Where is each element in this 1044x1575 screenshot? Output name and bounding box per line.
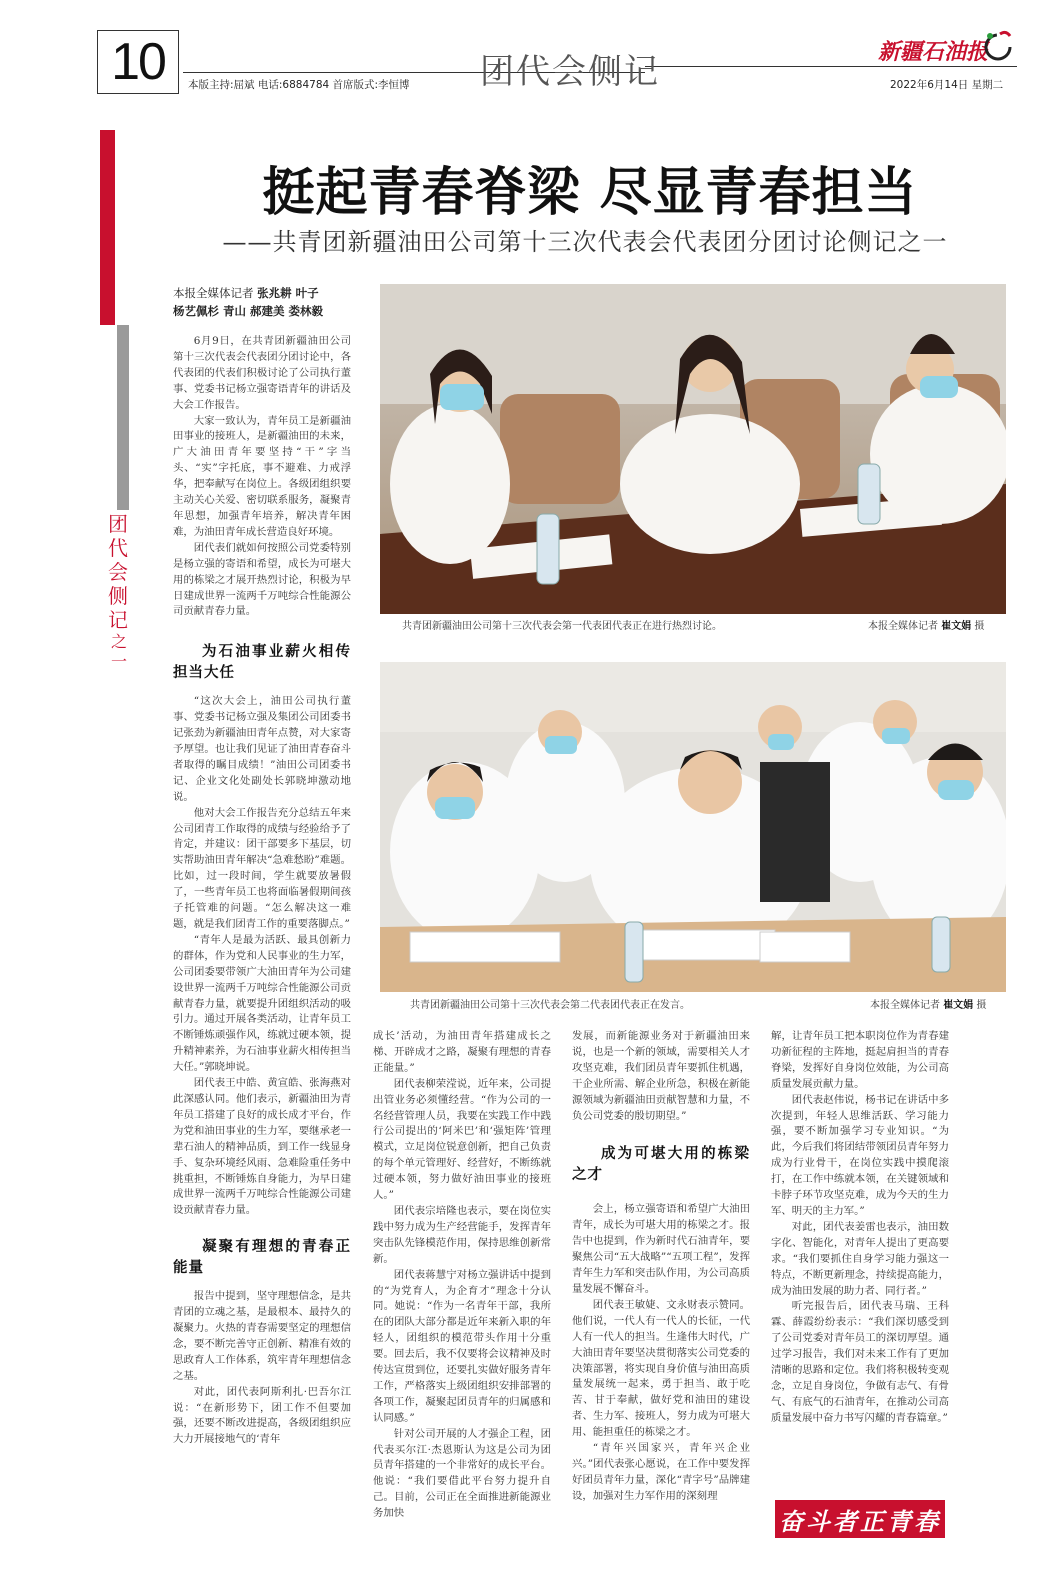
paragraph: 团代表王中皓、黄宣皓、张海燕对此深感认同。他们表示，新疆油田为青年员工搭建了良好的成长成才平台，作为党和油田事业的生力军，要继承老一辈石油人的精神品质，到工作一线显身手、复杂环境经风雨、急难险重任务中挑重担，不断锤炼自身能力，为早日建成世界一流两千万吨综合性能源公司建设贡献青春力量。 bbox=[173, 1077, 351, 1217]
paragraph: 大家一致认为，青年员工是新疆油田事业的接班人，是新疆油田的未来，广大油田青年要坚持“干”字当头、“实”字托底，事不避难、力戒浮华，把奉献写在岗位上。各级团组织要主动关心关爱、密切联系服务，凝聚青年思想，加强青年培养，解决青年困难，为油田青年成长营造良好环境。 bbox=[173, 414, 351, 538]
header-info: 本版主持:屈斌 电话:6884784 首席版式:李恒博 bbox=[188, 79, 410, 91]
byline-names-1: 张兆耕 叶子 bbox=[257, 286, 319, 300]
photo-1 bbox=[380, 284, 1006, 614]
article-column-1 bbox=[173, 334, 351, 1448]
byline bbox=[173, 284, 358, 320]
logo-icon bbox=[980, 28, 1016, 64]
credit-prefix: 本报全媒体记者 bbox=[870, 1000, 940, 1011]
paragraph: 成长’活动，为油田青年搭建成长之梯、开辟成才之路，凝聚有理想的青春正能量。” bbox=[373, 1030, 551, 1074]
issue-date: 2022年6月14日 星期二 bbox=[890, 79, 1004, 91]
photo-1-caption: 共青团新疆油田公司第十三次代表会第一代表团代表正在进行热烈讨论。 bbox=[402, 621, 722, 632]
paragraph: 团代表王敏婕、文永财表示赞同。他们说，一代人有一代人的长征，一代人有一代人的担当。生逢伟大时代，广大油田青年要坚决贯彻落实公司党委的决策部署，将实现自身价值与油田高质量发展统一起来，勇于担当、敢于吃苦、甘于奉献，做好党和油田的建设者、生力军、接班人，努力成为可堪大用、能担重任的栋梁之才。 bbox=[572, 1298, 750, 1439]
paragraph: 对此，团代表姜雷也表示，油田数字化、智能化，对青年人提出了更高要求。“我们要抓住自身学习能力强这一特点，不断更新理念，持续提高能力，成为油田发展的助力者、同行者。” bbox=[771, 1220, 949, 1297]
page-number-box bbox=[97, 30, 179, 94]
section-heading: 成为可堪大用的栋梁之才 bbox=[572, 1146, 750, 1184]
paragraph: “这次大会上，油田公司执行董事、党委书记杨立强及集团公司团委书记张劲为新疆油田青年点赞，对大家寄予厚望。也让我们见证了油田青春奋斗者取得的瞩目成绩！”油田公司团委书记、企业文化处副处长郭晓坤激动地说。 bbox=[173, 695, 351, 803]
paragraph: 6月9日，在共青团新疆油田公司第十三次代表会代表团分团讨论中，各代表团的代表们积极讨论了公司执行董事、党委书记杨立强寄语青年的讲话及大会工作报告。 bbox=[173, 335, 351, 411]
credit-name: 崔文娟 bbox=[941, 621, 972, 632]
paragraph: 会上，杨立强寄语和希望广大油田青年，成长为可堪大用的栋梁之才。报告中也提到，作为新时代石油青年，要聚焦公司“五大战略”“五项工程”，发挥青年生力军和突击队作用，为公司高质量发展不懈奋斗。 bbox=[572, 1203, 750, 1295]
sidebar-sub bbox=[108, 632, 130, 672]
byline-prefix: 本报全媒体记者 bbox=[173, 286, 254, 300]
sidebar-sub-text: 之一 bbox=[110, 632, 127, 671]
sub-title: ——共青团新疆油田公司第十三次代表会代表团分团讨论侧记之一 bbox=[222, 228, 948, 256]
credit-prefix: 本报全媒体记者 bbox=[868, 621, 938, 632]
paragraph: 团代表们就如何按照公司党委特别是杨立强的寄语和希望，成长为可堪大用的栋梁之才展开热烈讨论，积极为早日建成世界一流两千万吨综合性能源公司贡献青春力量。 bbox=[173, 541, 351, 618]
paragraph: 团代表宗培隆也表示，要在岗位实践中努力成为生产经营能手，发挥青年突击队先锋模范作用，保持思维创新常新。 bbox=[373, 1204, 551, 1265]
paragraph: “青年人是最为活跃、最具创新力的群体，作为党和人民事业的生力军，公司团委要带领广大油田青年为公司建设世界一流两千万吨综合性能源公司贡献青春力量，就要提升团组织活动的吸引力。通过开展各类活动，让青年员工不断锤炼顽强作风，练就过硬本领，提升精神素养，为石油事业薪火相传担当大任。”郭晓坤说。 bbox=[173, 933, 351, 1074]
photo-2 bbox=[380, 662, 1006, 992]
paragraph: “青年兴国家兴，青年兴企业兴。”团代表张心愿说，在工作中要发挥好团员青年力量，深化“青字号”品牌建设，加强对生力军作用的深刻理 bbox=[572, 1442, 750, 1502]
gray-bar bbox=[117, 325, 129, 510]
article-column-3 bbox=[572, 1029, 750, 1505]
page-number: 10 bbox=[111, 33, 165, 91]
sidebar-label-text: 团代会侧记 bbox=[108, 512, 128, 632]
paragraph: 团代表蒋慧宁对杨立强讲话中提到的“为党育人，为企育才”理念十分认同。她说：“作为一名青年干部，我所在的团队大部分都是近年来新入职的年轻人，团组织的模范带头作用十分重要。回去后，我不仅要将会议精神及时传达宣贯到位，还要扎实做好服务青年工作，严格落实上级团组织安排部署的各项工作，凝聚起团员青年的归属感和认同感。” bbox=[373, 1268, 551, 1424]
slogan-badge: 奋斗者正青春 bbox=[775, 1500, 945, 1538]
paragraph: 解，让青年员工把本职岗位作为青春建功新征程的主阵地，挺起肩担当的青春脊梁，发挥好自身岗位效能，为公司高质量发展贡献力量。 bbox=[771, 1030, 949, 1090]
accent-bar bbox=[100, 130, 115, 325]
paragraph: 团代表赵伟说，杨书记在讲话中多次提到，年轻人思维活跃、学习能力强，要不断加强学习专业知识。“为此，今后我们将团结带领团员青年努力成为行业骨干，在岗位实践中摸爬滚打，在工作中练就本领，在关键领域和卡脖子环节攻坚克难，成为今天的生力军、明天的主力军。” bbox=[771, 1093, 949, 1217]
paragraph: 针对公司开展的人才强企工程，团代表买尔江·杰恩斯认为这是公司为团员青年搭建的一个非常好的成长平台。他说：“我们要借此平台努力提升自己。目前，公司正在全面推进新能源业务加快 bbox=[373, 1427, 551, 1520]
paragraph: 对此，团代表阿斯利扎·巴吾尔江说：“在新形势下，团工作不但要加强，还要不断改进提高，各级团组织应大力开展接地气的‘青年 bbox=[173, 1385, 351, 1446]
photo-1-credit bbox=[868, 617, 984, 632]
credit-suffix: 摄 bbox=[976, 1000, 987, 1011]
article-column-2 bbox=[373, 1029, 551, 1522]
paragraph: 听完报告后，团代表马瑞、王科霖、薛霞纷纷表示：“我们深切感受到了公司党委对青年员工的深切厚望。通过学习报告，我们对未来工作有了更加清晰的思路和定位。我们将积极转变观念，立足自身岗位，争做有志气、有骨气、有底气的石油青年，在推动公司高质量发展中奋力书写闪耀的青春篇章。” bbox=[771, 1300, 949, 1424]
section-heading: 凝聚有理想的青春正能量 bbox=[173, 1239, 351, 1277]
main-title: 挺起青春脊梁 尽显青春担当 bbox=[262, 163, 918, 223]
section-title: 团代会侧记 bbox=[480, 52, 660, 92]
credit-name: 崔文娟 bbox=[943, 1000, 974, 1011]
credit-suffix: 摄 bbox=[974, 621, 985, 632]
masthead: 新疆石油报 bbox=[878, 39, 989, 65]
paragraph: 团代表柳荣滢说，近年来，公司提出管业务必须懂经营。“作为公司的一名经营管理人员，我要在实践工作中践行公司提出的‘阿米巴’和‘强矩阵’管理模式，立足岗位锐意创新，把自己负责的每个单元管理好、经营好，不断练就过硬本领，努力做好油田事业的接班人。” bbox=[373, 1077, 551, 1202]
paragraph: 发展，而新能源业务对于新疆油田来说，也是一个新的领域，需要相关人才攻坚克难，我们团员青年要抓住机遇，干企业所需、解企业所急，积极在新能源领域为新疆油田贡献智慧和力量，不负公司党委的殷切期望。” bbox=[572, 1030, 750, 1122]
paragraph: 报告中提到，坚守理想信念，是共青团的立魂之基，是最根本、最持久的凝聚力。火热的青春需要坚定的理想信念，要不断完善守正创新、精准有效的思政育人工作体系，筑牢青年理想信念之基。 bbox=[173, 1290, 351, 1382]
byline-names-2: 杨艺佩杉 青山 郝建美 娄林毅 bbox=[173, 304, 324, 318]
sidebar-label bbox=[106, 512, 130, 632]
photo-2-credit bbox=[870, 996, 986, 1011]
section-heading: 为石油事业薪火相传担当大任 bbox=[173, 644, 351, 682]
paragraph: 他对大会工作报告充分总结五年来公司团青工作取得的成绩与经验给予了肯定，并建议：团干部要多下基层，切实帮助油田青年解决“急难愁盼”难题。比如，过一段时间，学生就要放暑假了，一些青年员工也将面临暑假期间孩子托管难的问题。“怎么解决这一难题，就是我们团青工作的重要落脚点。” bbox=[173, 806, 351, 930]
header-rule-right bbox=[645, 66, 1017, 67]
article-column-4 bbox=[771, 1029, 949, 1427]
photo-2-caption: 共青团新疆油田公司第十三次代表会第二代表团代表正在发言。 bbox=[410, 1000, 690, 1011]
